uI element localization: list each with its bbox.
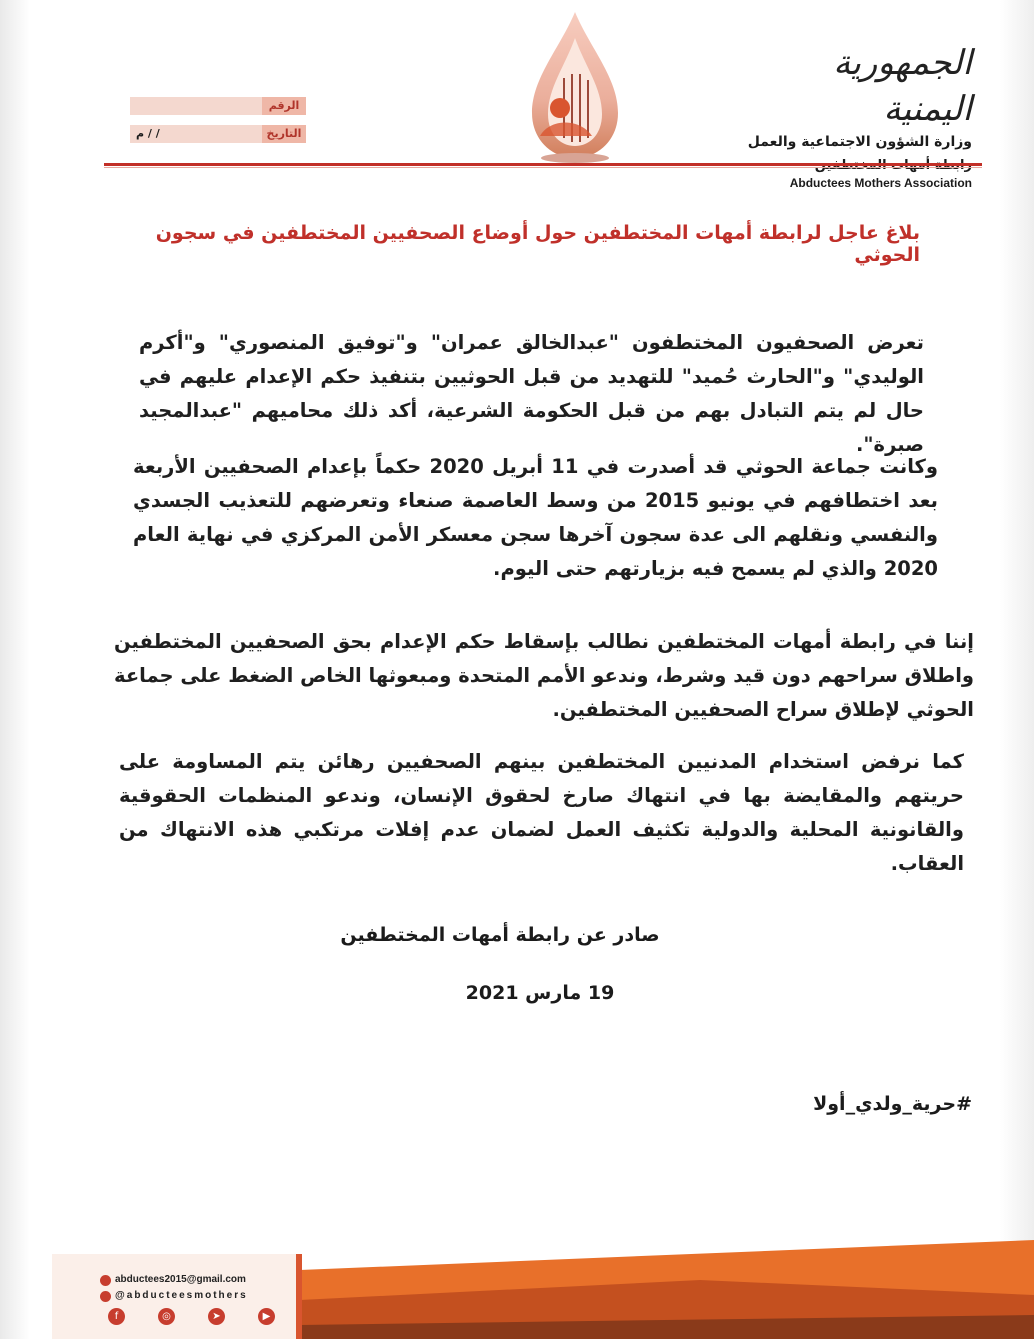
figure-head — [550, 98, 570, 118]
social-icons — [100, 1308, 290, 1325]
hashtag: #حرية_ولدي_أولا — [813, 1093, 972, 1115]
paragraph-1: تعرض الصحفيون المختطفون "عبدالخالق عمران" و"توفيق المنصوري" و"أكرم الوليدي" و"الحارث حُميد" للتهديد من قبل الحوثيين بتنفيذ حكم الإعدام عليهم في حال لم يتم التبادل بهم من قبل الحكومة الشرعية، أكد ذلك محاميهم "عبدالمجيد صبرة". — [139, 331, 924, 456]
issued-by: صادر عن رابطة أمهات المختطفين — [340, 924, 660, 946]
youtube-icon[interactable]: ▶ — [258, 1308, 275, 1325]
ref-number-label: الرقم — [262, 97, 306, 115]
ministry-name: وزارة الشؤون الاجتماعية والعمل — [747, 134, 972, 150]
ref-date-label: التاريخ — [262, 125, 306, 143]
header-divider — [104, 163, 982, 166]
association-name-english: Abductees Mothers Association — [789, 176, 972, 190]
logo-base — [541, 153, 609, 163]
paragraph-4: كما نرفض استخدام المدنيين المختطفين بينهم الصحفيين رهائن يتم المساومة على حريتهم والمقايضة بها في انتهاك صارخ لحقوق الإنسان، وندعو المنظمات الحقوقية والقانونية المحلية والدولية تكثيف العمل لضمان عدم إفلات مرتكبي هذه الانتهاك من العقاب. — [119, 750, 964, 875]
ref-date-field — [130, 125, 306, 143]
issue-date: 19 مارس 2021 — [465, 982, 615, 1004]
handle-text[interactable]: @abducteesmothers — [115, 1290, 248, 1301]
country-name: الجمهورية اليمنية — [833, 43, 972, 129]
reference-fields — [130, 97, 306, 153]
paragraph-3: إننا في رابطة أمهات المختطفين نطالب بإسقاط حكم الإعدام بحق الصحفيين المختطفين واطلاق سراحهم دون قيد وشرط، وندعو الأمم المتحدة ومبعوثها الخاص الضغط على جماعة الحوثي لإطلاق سراح الصحفيين المختطفين. — [114, 630, 974, 721]
instagram-icon[interactable]: ◎ — [158, 1308, 175, 1325]
telegram-icon[interactable]: ➤ — [208, 1308, 225, 1325]
handle-row — [100, 1288, 290, 1304]
header-divider-thin — [104, 167, 982, 168]
document-headline: بلاغ عاجل لرابطة أمهات المختطفين حول أوضاع الصحفيين المختطفين في سجون الحوثي — [155, 222, 920, 266]
association-logo — [520, 8, 630, 168]
ref-number-field — [130, 97, 306, 115]
ref-date-value: / / م — [136, 127, 160, 140]
email-icon — [100, 1275, 111, 1286]
email-row — [100, 1272, 290, 1288]
at-icon — [100, 1291, 111, 1302]
email-text[interactable]: abductees2015@gmail.com — [115, 1274, 246, 1285]
facebook-icon[interactable]: f — [108, 1308, 125, 1325]
footer-panel-edge — [296, 1254, 302, 1339]
paragraph-2: وكانت جماعة الحوثي قد أصدرت في 11 أبريل 2020 حكماً بإعدام الصحفيين الأربعة بعد اختطافهم في يونيو 2015 من وسط العاصمة صنعاء وتعرضهم للتعذيب الجسدي والنفسي ونقلهم الى عدة سجون آخرها سجن معسكر الأمن المركزي في نهاية العام 2020 والذي لم يسمح فيه بزيارتهم حتى اليوم. — [133, 455, 938, 580]
contact-info — [100, 1272, 290, 1325]
